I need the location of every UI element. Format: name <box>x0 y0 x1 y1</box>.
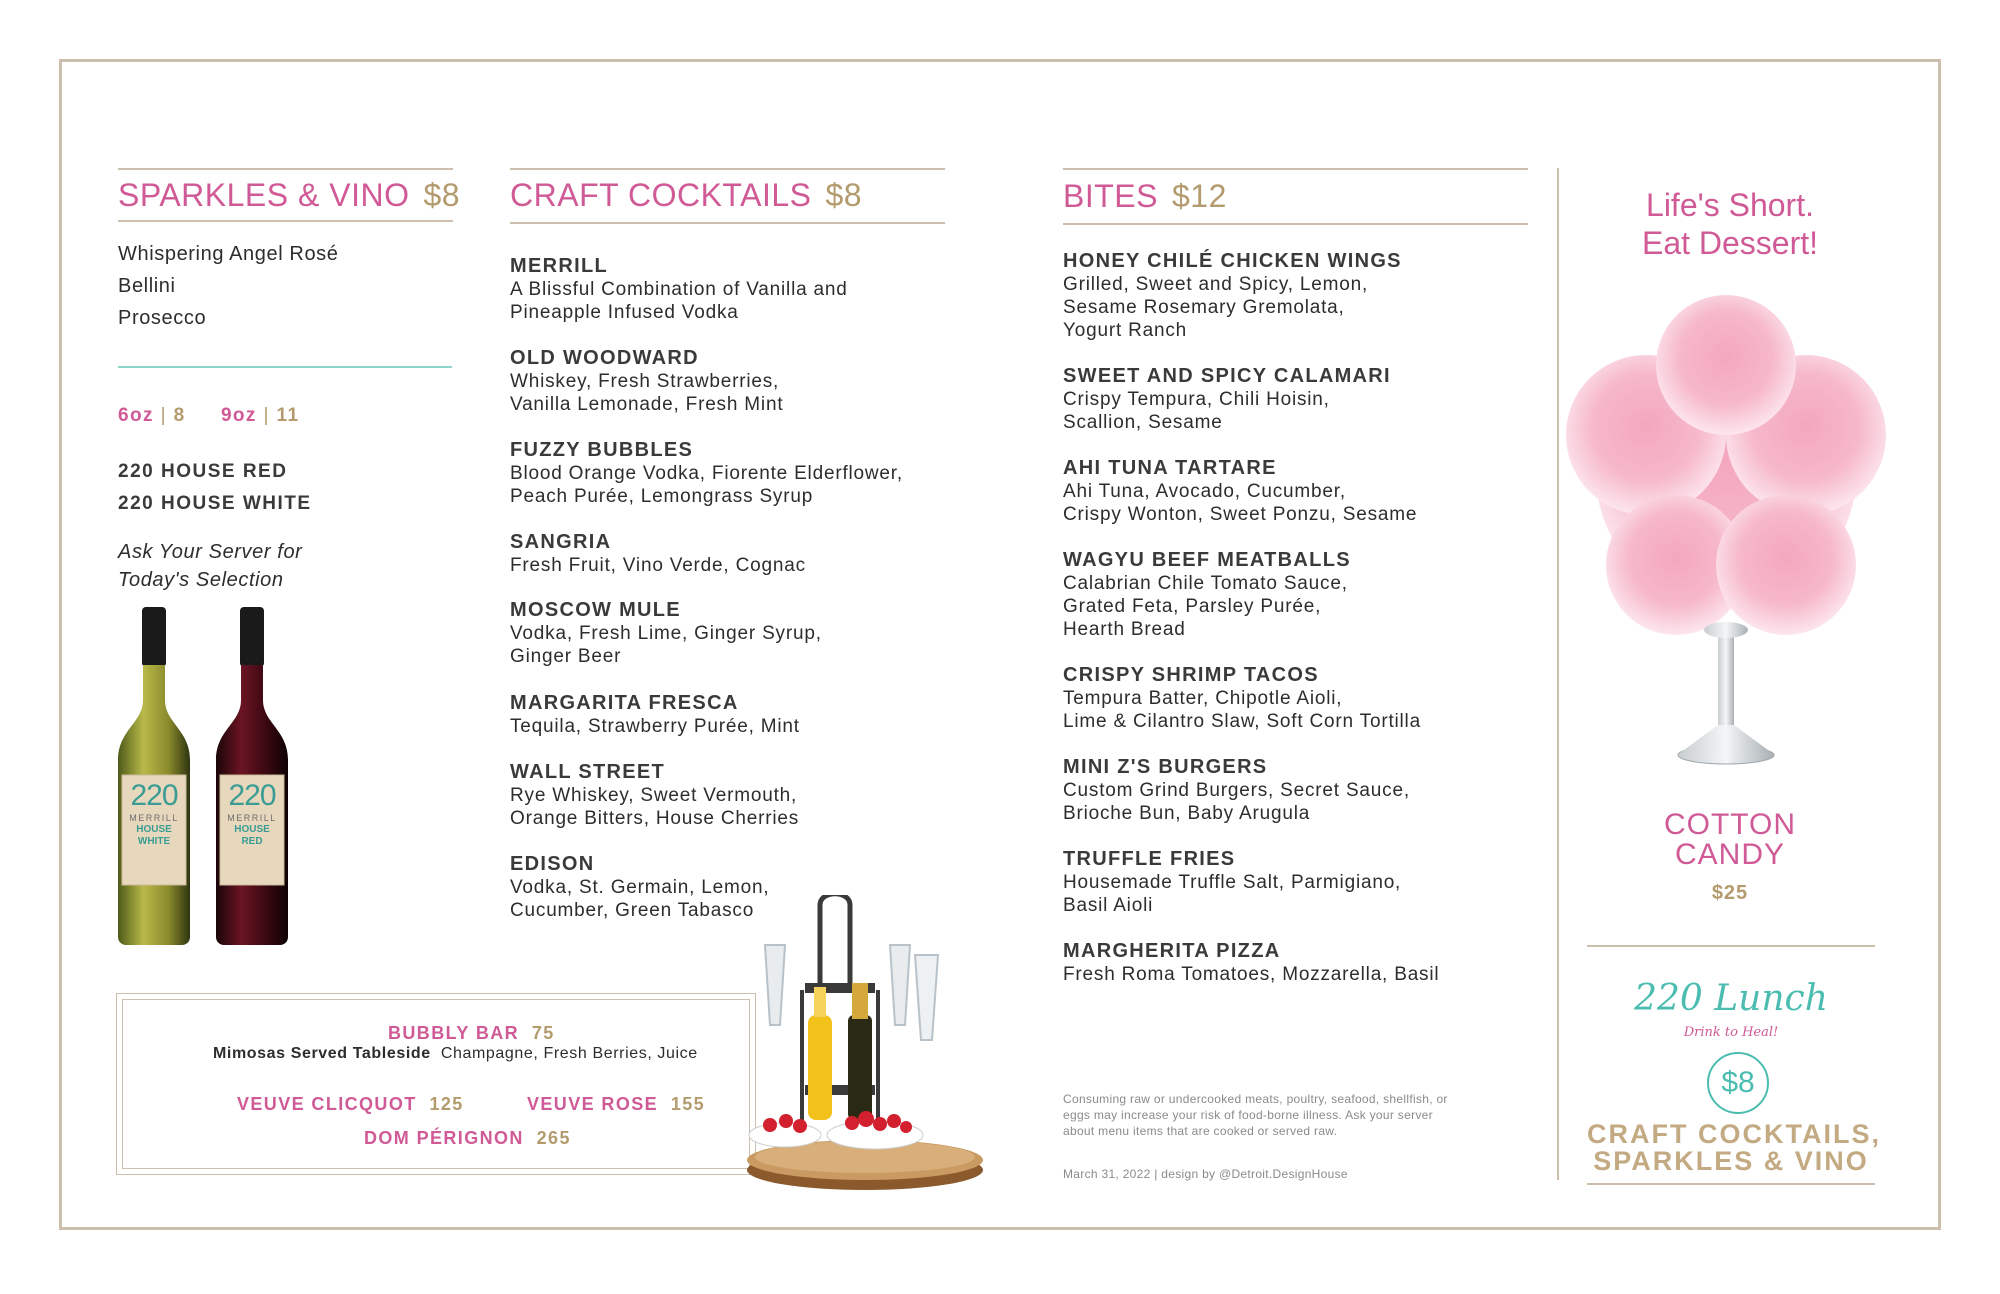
cocktail-desc: Orange Bitters, House Cherries <box>510 808 800 829</box>
dom-perignon-price: 265 <box>536 1128 571 1148</box>
bites-desc: Sesame Rosemary Gremolata, <box>1063 297 1345 318</box>
disclaimer-line: Consuming raw or undercooked meats, poultry, seafood, shellfish, or <box>1063 1092 1448 1106</box>
cotton-candy-name <box>1600 810 1860 870</box>
white-label-line1: HOUSE <box>136 824 172 835</box>
cocktail-desc: Pineapple Infused Vodka <box>510 302 739 323</box>
bites-name: CRISPY SHRIMP TACOS <box>1063 664 1319 686</box>
promo-badge-price: $8 <box>1721 1066 1755 1099</box>
bites-name: MARGHERITA PIZZA <box>1063 940 1281 962</box>
sparkles-top-rule <box>118 168 453 170</box>
bites-desc: Lime & Cilantro Slaw, Soft Corn Tortilla <box>1063 711 1421 732</box>
cocktail-desc: Whiskey, Fresh Strawberries, <box>510 371 780 392</box>
bites-title-text: BITES <box>1063 178 1158 214</box>
size-9oz: 9oz <box>220 405 257 426</box>
bites-desc: Housemade Truffle Salt, Parmigiano, <box>1063 872 1402 893</box>
sparkles-price: $8 <box>423 177 461 213</box>
disclaimer-line: about menu items that are cooked or served raw. <box>1063 1124 1338 1138</box>
bites-item <box>1063 250 1402 342</box>
cocktails-title <box>510 177 862 214</box>
white-wine-bottle <box>118 607 190 945</box>
cocktail-name: OLD WOODWARD <box>510 347 699 369</box>
promo-subtitle: Drink to Heal! <box>1683 1025 1779 1040</box>
bites-desc: Tempura Batter, Chipotle Aioli, <box>1063 688 1343 709</box>
disclaimer-line: eggs may increase your risk of food-borne illness. Ask your server <box>1063 1108 1433 1122</box>
bites-item <box>1063 365 1391 434</box>
red-label-number: 220 <box>228 779 276 812</box>
ask-server-line1: Ask Your Server for <box>118 541 303 563</box>
credit-line: March 31, 2022 | design by @Detroit.DesignHouse <box>1063 1167 1348 1181</box>
sparkles-teal-rule <box>118 366 452 368</box>
cocktail-item <box>510 347 783 416</box>
cocktail-desc: Tequila, Strawberry Purée, Mint <box>510 716 800 737</box>
promo-script-title: 220 Lunch <box>1634 978 1828 1019</box>
bites-desc: Fresh Roma Tomatoes, Mozzarella, Basil <box>1063 964 1440 985</box>
bites-title <box>1063 178 1227 215</box>
white-label-line2: WHITE <box>137 836 171 847</box>
bites-name: AHI TUNA TARTARE <box>1063 457 1277 479</box>
bites-desc: Custom Grind Burgers, Secret Sauce, <box>1063 780 1410 801</box>
cocktail-desc: Ginger Beer <box>510 646 622 667</box>
bites-desc: Crispy Wonton, Sweet Ponzu, Sesame <box>1063 504 1418 525</box>
promo-bottom-rule <box>1587 1183 1875 1185</box>
cocktail-desc: Peach Purée, Lemongrass Syrup <box>510 486 814 507</box>
cocktail-desc: A Blissful Combination of Vanilla and <box>510 279 848 300</box>
price-9oz: 11 <box>276 405 300 426</box>
cocktail-name: MERRILL <box>510 255 608 277</box>
bites-item <box>1063 457 1417 526</box>
veuve-clicquot-label: VEUVE CLICQUOT <box>237 1094 417 1114</box>
price-6oz: 8 <box>173 405 186 426</box>
size-6oz: 6oz <box>118 405 154 426</box>
bites-item <box>1063 549 1351 641</box>
cocktails-price: $8 <box>825 177 863 213</box>
cocktail-desc: Fresh Fruit, Vino Verde, Cognac <box>510 555 806 576</box>
bites-item <box>1063 848 1401 917</box>
cocktails-bottom-rule <box>510 222 945 224</box>
sparkles-item: Bellini <box>118 275 176 297</box>
white-label-brand: MERRILL <box>129 813 179 823</box>
bites-desc: Grilled, Sweet and Spicy, Lemon, <box>1063 274 1369 295</box>
cocktail-desc: Blood Orange Vodka, Fiorente Elderflower, <box>510 463 903 484</box>
mimosa-desc: Champagne, Fresh Berries, Juice <box>440 1045 698 1062</box>
promo-top-rule <box>1587 945 1875 947</box>
bites-bottom-rule <box>1063 223 1528 225</box>
bites-desc: Basil Aioli <box>1063 895 1154 916</box>
bites-name: MINI Z'S BURGERS <box>1063 756 1268 778</box>
bites-desc: Crispy Tempura, Chili Hoisin, <box>1063 389 1330 410</box>
sparkles-item: Whispering Angel Rosé <box>118 243 339 265</box>
veuve-rose-label: VEUVE ROSE <box>527 1094 659 1114</box>
veuve-rose-price: 155 <box>670 1094 706 1114</box>
sparkles-title-text: SPARKLES & VINO <box>118 177 410 213</box>
cocktail-name: EDISON <box>510 853 595 875</box>
white-bottle-label <box>122 780 186 848</box>
sparkles-title <box>118 177 460 214</box>
bubbly-bar-label: BUBBLY BAR <box>388 1023 520 1043</box>
bites-desc: Brioche Bun, Baby Arugula <box>1063 803 1311 824</box>
bites-name: WAGYU BEEF MEATBALLS <box>1063 549 1351 571</box>
red-label-line2: RED <box>241 836 263 847</box>
bites-name: HONEY CHILÉ CHICKEN WINGS <box>1063 250 1402 272</box>
cocktail-item <box>510 853 769 922</box>
bites-top-rule <box>1063 168 1528 170</box>
bites-item <box>1063 664 1421 733</box>
cocktail-item <box>510 599 822 668</box>
dessert-tagline-line1: Life's Short. <box>1646 187 1814 223</box>
cotton-candy-image <box>1556 285 1896 785</box>
cotton-candy-price: $25 <box>1711 882 1749 904</box>
ask-server-line2: Today's Selection <box>118 569 284 591</box>
cocktail-desc: Cucumber, Green Tabasco <box>510 900 755 921</box>
bites-desc: Hearth Bread <box>1063 619 1186 640</box>
cocktail-name: SANGRIA <box>510 531 612 553</box>
wine-bottles-image <box>112 605 308 945</box>
red-label-brand: MERRILL <box>227 813 277 823</box>
size-separator: | <box>263 405 270 426</box>
dessert-tagline-line2: Eat Dessert! <box>1641 225 1819 261</box>
cocktails-title-text: CRAFT COCKTAILS <box>510 177 812 213</box>
veuve-rose-line <box>527 1094 705 1115</box>
bubbly-bar-caddy-image <box>740 895 990 1195</box>
veuve-clicquot-price: 125 <box>429 1094 464 1114</box>
veuve-clicquot-line <box>237 1094 464 1115</box>
red-label-line1: HOUSE <box>234 824 270 835</box>
house-white: 220 HOUSE WHITE <box>118 493 312 514</box>
cocktail-item <box>510 255 848 324</box>
bites-desc: Calabrian Chile Tomato Sauce, <box>1063 573 1348 594</box>
cocktail-item <box>510 692 800 738</box>
bites-name: TRUFFLE FRIES <box>1063 848 1236 870</box>
dom-perignon-label: DOM PÉRIGNON <box>364 1128 524 1148</box>
pour-sizes <box>118 400 299 432</box>
cocktail-item <box>510 439 903 508</box>
promo-text-line2: SPARKLES & VINO <box>1593 1146 1869 1176</box>
bites-price: $12 <box>1171 178 1227 214</box>
bites-item <box>1063 756 1410 825</box>
cocktail-desc: Vodka, Fresh Lime, Ginger Syrup, <box>510 623 822 644</box>
promo-text <box>1587 1119 1881 1176</box>
size-separator: | <box>160 405 167 426</box>
cocktail-name: FUZZY BUBBLES <box>510 439 694 461</box>
dessert-tagline <box>1585 186 1875 262</box>
mimosa-line <box>213 1045 698 1063</box>
cocktail-name: WALL STREET <box>510 761 666 783</box>
bubbly-bar-price: 75 <box>531 1023 555 1043</box>
cocktail-desc: Rye Whiskey, Sweet Vermouth, <box>510 785 798 806</box>
bites-desc: Grated Feta, Parsley Purée, <box>1063 596 1322 617</box>
white-label-number: 220 <box>130 779 178 812</box>
bites-desc: Ahi Tuna, Avocado, Cucumber, <box>1063 481 1346 502</box>
bubbly-bar-line <box>388 1023 555 1044</box>
red-wine-bottle <box>216 607 288 945</box>
promo-text-line1: CRAFT COCKTAILS, <box>1587 1119 1881 1149</box>
house-red: 220 HOUSE RED <box>118 461 288 482</box>
cotton-candy-line2: CANDY <box>1674 838 1785 871</box>
cocktail-desc: Vanilla Lemonade, Fresh Mint <box>510 394 784 415</box>
cotton-candy-line1: COTTON <box>1663 808 1797 841</box>
mimosa-label: Mimosas Served Tableside <box>213 1045 431 1062</box>
sparkles-item: Prosecco <box>118 307 207 329</box>
cocktail-name: MOSCOW MULE <box>510 599 681 621</box>
dom-perignon-line <box>364 1128 571 1149</box>
bites-desc: Scallion, Sesame <box>1063 412 1223 433</box>
cocktails-top-rule <box>510 168 945 170</box>
bites-desc: Yogurt Ranch <box>1063 320 1188 341</box>
promo-badge <box>1707 1052 1769 1114</box>
bites-item <box>1063 940 1439 986</box>
cocktail-item <box>510 761 799 830</box>
bites-name: SWEET AND SPICY CALAMARI <box>1063 365 1391 387</box>
red-bottle-label <box>220 780 284 848</box>
cocktail-item <box>510 531 806 577</box>
cocktail-name: MARGARITA FRESCA <box>510 692 739 714</box>
sparkles-bottom-rule <box>118 220 453 222</box>
cocktail-desc: Vodka, St. Germain, Lemon, <box>510 877 770 898</box>
